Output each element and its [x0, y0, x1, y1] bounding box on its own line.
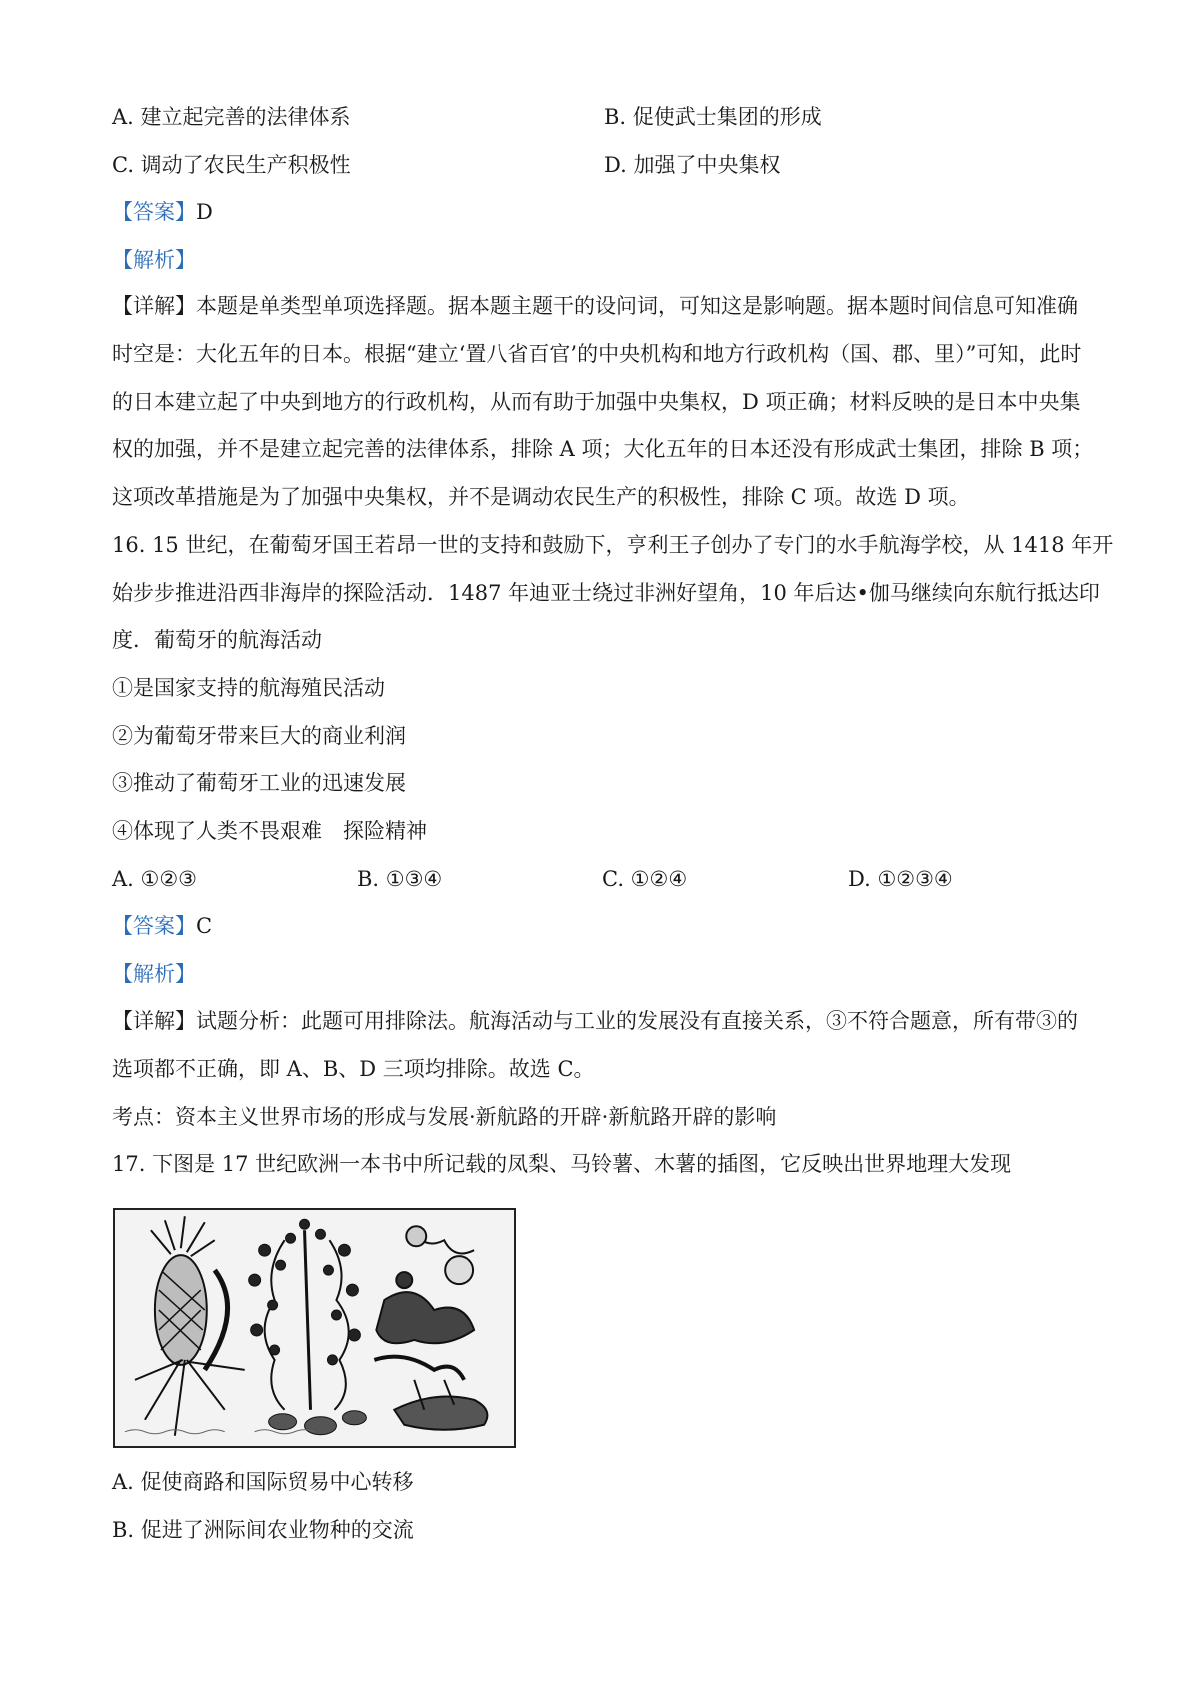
q17-option-a: A. 促使商路和国际贸易中心转移 — [112, 1470, 414, 1494]
q16-option-d: D. ①②③④ — [848, 867, 953, 891]
q15-option-b: B. 促使武士集团的形成 — [604, 105, 822, 129]
q16-statement-1: ①是国家支持的航海殖民活动 — [112, 676, 385, 700]
answer-value: C — [196, 914, 213, 938]
q15-option-c: C. 调动了农民生产积极性 — [112, 153, 351, 177]
q16-answer — [112, 911, 212, 941]
q16-analysis — [112, 959, 196, 989]
q15-answer — [112, 197, 213, 227]
q16-detail-line-2: 选项都不正确，即 A、B、D 三项均排除。故选 C。 — [112, 1057, 595, 1081]
plant-illustration-figure — [113, 1208, 516, 1448]
q15-option-d: D. 加强了中央集权 — [604, 153, 781, 177]
q15-option-a: A. 建立起完善的法律体系 — [112, 105, 351, 129]
q15-detail-line-5: 这项改革措施是为了加强中央集权，并不是调动农民生产的积极性，排除 C 项。故选 D 项。 — [112, 485, 970, 509]
q17-option-b: B. 促进了洲际间农业物种的交流 — [112, 1518, 414, 1542]
q16-detail-line-1 — [112, 1006, 1078, 1036]
detail-tag: 【详解】 — [112, 294, 196, 318]
q16-option-b: B. ①③④ — [357, 867, 443, 891]
q15-detail-line-3: 的日本建立起了中央到地方的行政机构，从而有助于加强中央集权，D 项正确；材料反映的是日本中央集 — [112, 390, 1081, 414]
q16-statement-2: ②为葡萄牙带来巨大的商业利润 — [112, 724, 406, 748]
analysis-tag: 【解析】 — [112, 248, 196, 272]
q16-stem-line-1: 16. 15 世纪，在葡萄牙国王若昂一世的支持和鼓励下，亨利王子创办了专门的水手航海学校，从 1418 年开 — [112, 533, 1114, 557]
detail-text: 试题分析：此题可用排除法。航海活动与工业的发展没有直接关系，③不符合题意，所有带③的 — [196, 1009, 1078, 1033]
detail-tag: 【详解】 — [112, 1009, 196, 1033]
q15-detail-line-2: 时空是：大化五年的日本。根据“建立‘置八省百官’的中央机构和地方行政机构（国、郡、里）”可知，此时 — [112, 342, 1082, 366]
q16-statement-3: ③推动了葡萄牙工业的迅速发展 — [112, 771, 406, 795]
q16-stem-line-3: 度．葡萄牙的航海活动 — [112, 628, 322, 652]
answer-tag: 【答案】 — [112, 200, 196, 224]
q16-kaodian: 考点：资本主义世界市场的形成与发展·新航路的开辟·新航路开辟的影响 — [112, 1105, 777, 1129]
analysis-tag: 【解析】 — [112, 962, 196, 986]
plant-illustration-icon — [115, 1210, 514, 1446]
q15-analysis — [112, 245, 196, 275]
q16-statement-4: ④体现了人类不畏艰难 探险精神 — [112, 819, 427, 843]
q16-option-c: C. ①②④ — [602, 867, 688, 891]
q16-option-a: A. ①②③ — [112, 867, 197, 891]
q15-detail-line-4: 权的加强，并不是建立起完善的法律体系，排除 A 项；大化五年的日本还没有形成武士集团，排除 B 项； — [112, 437, 1094, 461]
detail-text: 本题是单类型单项选择题。据本题主题干的设问词，可知这是影响题。据本题时间信息可知准确 — [196, 294, 1078, 318]
q16-stem-line-2: 始步步推进沿西非海岸的探险活动．1487 年迪亚士绕过非洲好望角，10 年后达•伽马继续向东航行抵达印 — [112, 581, 1100, 605]
answer-value: D — [196, 200, 213, 224]
answer-tag: 【答案】 — [112, 914, 196, 938]
q15-detail-line-1 — [112, 291, 1078, 321]
q17-stem: 17. 下图是 17 世纪欧洲一本书中所记载的凤梨、马铃薯、木薯的插图，它反映出世界地理大发现 — [112, 1152, 1012, 1176]
